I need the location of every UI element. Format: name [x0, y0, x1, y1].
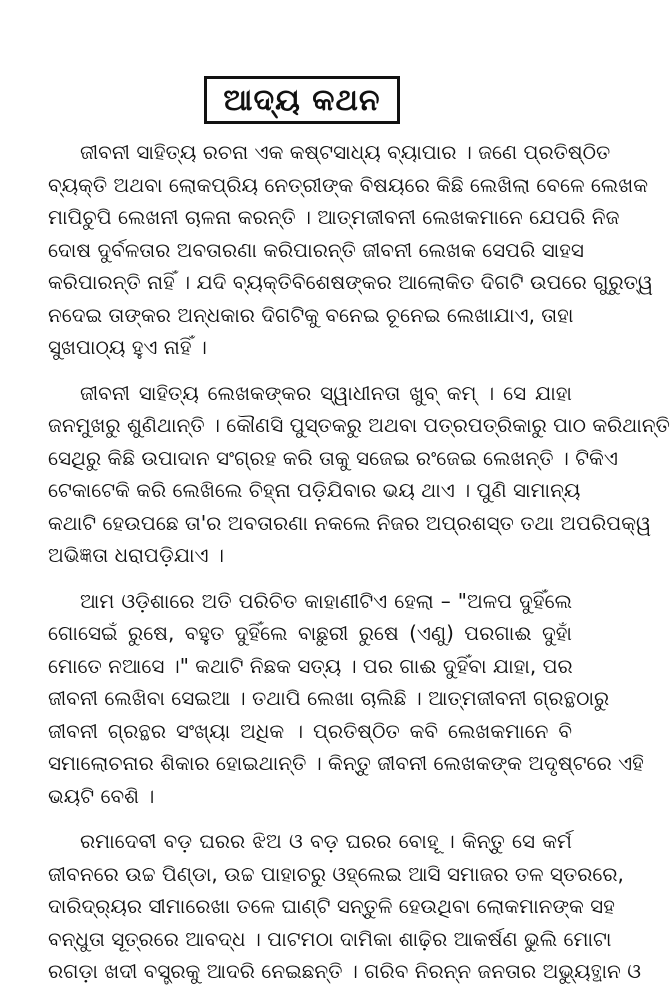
paragraph-4: [48, 825, 641, 988]
chapter-title: ଆଦ୍ୟ କଥନ: [223, 82, 381, 118]
text-line: ଜୀବନୀ ସାହିତ୍ୟ ରଚନା ଏକ କଷ୍ଟସାଧ୍ୟ ବ୍ୟାପାର । ଜଣେ ପ୍ରତିଷ୍ଠିତ: [80, 140, 611, 164]
text-line: ଗୋସେଇଁ ରୁଷେ, ବହୁତ ଦୁହିଁଲେ ବାଛୁରୀ ରୁଷେ (ଏଣୁ) ପରଗାଈ ଦୁହାଁ: [48, 621, 572, 645]
text-line: ନଦେଇ ତାଙ୍କର ଅନ୍ଧକାର ଦିଗଟିକୁ ବନେଇ ଚୂନେଇ ଲେଖାଯାଏ, ତାହା: [48, 302, 574, 327]
text-line: ଆମ ଓଡ଼ିଶାରେ ଅତି ପରିଚିତ କାହାଣୀଟିଏ ହେଲା – "ଅଳପ ଦୁହିଁଲେ: [80, 588, 572, 613]
text-line: ମୋତେ ନଆସେ ।" କଥାଟି ନିଛକ ସତ୍ୟ । ପର ଗାଈ ଦୁହିଁବା ଯାହା, ପର: [48, 653, 573, 678]
text-line: ଦାରିଦ୍ର୍ୟର ସୀମାରେଖା ତଳେ ଘାଣ୍ଟି ସନ୍ତୁଳି ହେଉଥିବା ଲୋକମାନଙ୍କ ସହ: [48, 894, 615, 918]
text-line: ରଗଡ଼ା ଖଦୀ ବସ୍ତ୍ରକୁ ଆଦରି ନେଇଛନ୍ତି । ଗରିବ ନିରନ୍ନ ଜନତାର ଅଭ୍ୟୁତ୍ଥାନ ଓ: [48, 959, 641, 983]
paragraph-1: [48, 136, 653, 364]
text-line: ସମାଲୋଚନାର ଶିକାର ହୋଇଥାନ୍ତି । କିନ୍ତୁ ଜୀବନୀ ଲେଖକଙ୍କ ଅଦୃଷ୍ଟରେ ଏହି: [48, 751, 644, 775]
text-line: ଜୀବନୀ ଗ୍ରନ୍ଥର ସଂଖ୍ୟା ଅଧିକ । ପ୍ରତିଷ୍ଠିତ କବି ଲେଖକମାନେ ବି: [48, 718, 572, 743]
text-line: ଦୋଷ ଦୁର୍ବଳତାର ଅବତାରଣା କରିପାରନ୍ତି ଜୀବନୀ ଲେଖକ ସେପରି ସାହସ: [48, 237, 584, 262]
chapter-title-box: [204, 76, 400, 124]
text-line: ଜୀବନରେ ଉଚ୍ଚ ପିଣ୍ଡା, ଉଚ୍ଚ ପାହାଚରୁ ଓହ୍ଲେଇ ଆସି ସମାଜର ତଳ ସ୍ତରରେ,: [48, 861, 624, 886]
text-line: ଜୀବନୀ ସାହିତ୍ୟ ଲେଖକଙ୍କର ସ୍ୱାଧୀନତା ଖୁବ୍ କମ୍ । ସେ ଯାହା: [80, 380, 572, 405]
text-line: ବନ୍ଧୁତା ସୂତ୍ରରେ ଆବଦ୍ଧ । ପାଟମଠା ଦାମିକା ଶାଢ଼ିର ଆକର୍ଷଣ ଭୁଲି ମୋଟା: [48, 926, 612, 951]
paragraph-3: [48, 585, 644, 813]
body-text: [48, 136, 670, 1001]
text-line: ରମାଦେବୀ ବଡ଼ ଘରର ଝିଅ ଓ ବଡ଼ ଘରର ବୋହୂ । କିନ୍ତୁ ସେ କର୍ମ: [80, 829, 572, 853]
text-line: ଜୀବନୀ ଲେଖିବା ସେଇଆ । ତଥାପି ଲେଖା ଚାଲିଛି । ଆତ୍ମଜୀବନୀ ଗ୍ରନ୍ଥଠାରୁ: [48, 686, 610, 710]
text-line: ଅଭିଜ୍ଞତା ଧରାପଡ଼ିଯାଏ ।: [48, 543, 224, 567]
text-line: ସୁଖପାଠ୍ୟ ହୁଏ ନାହିଁ ।: [48, 335, 207, 359]
text-line: ବ୍ୟକ୍ତି ଅଥବା ଲୋକପ୍ରିୟ ନେତ୍ରୀଙ୍କ ବିଷୟରେ କିଛି ଲେଖିଲା ବେଳେ ଲେଖକ: [48, 172, 649, 197]
text-line: ଜନମୁଖରୁ ଶୁଣିଥାନ୍ତି । କୌଣସି ପୁସ୍ତକରୁ ଅଥବା ପତ୍ରପତ୍ରିକାରୁ ପାଠ କରିଥାନ୍ତି: [48, 413, 670, 437]
text-line: କଥାଟି ହେଉପଛେ ତା'ର ଅବତାରଣା ନକଲେ ନିଜର ଅପ୍ରଶସ୍ତ ତଥା ଅପରିପକ୍ୱ: [48, 510, 652, 535]
text-line: ଟେକାଟେକି କରି ଲେଖିଲେ ଚିହ୍ନା ପଡ଼ିଯିବାର ଭୟ ଥାଏ । ପୁଣି ସାମାନ୍ୟ: [48, 478, 581, 502]
text-line: ସେଥିରୁ କିଛି ଉପାଦାନ ସଂଗ୍ରହ କରି ତାକୁ ସଜେଇ ରଂଜେଇ ଲେଖନ୍ତି । ଟିକିଏ: [48, 445, 618, 470]
text-line: କରିପାରନ୍ତି ନାହିଁ । ଯଦି ବ୍ୟକ୍ତିବିଶେଷଙ୍କର ଆଲୋକିତ ଦିଗଟି ଉପରେ ଗୁରୁତ୍ୱ: [48, 270, 653, 294]
text-line: ମାପିଚୁପି ଲେଖନୀ ଚାଳନା କରନ୍ତି । ଆତ୍ମଜୀବନୀ ଲେଖକମାନେ ଯେପରି ନିଜ: [48, 205, 620, 229]
text-line: ଭୟଟି ବେଶି ।: [48, 783, 155, 808]
paragraph-2: [48, 377, 670, 572]
